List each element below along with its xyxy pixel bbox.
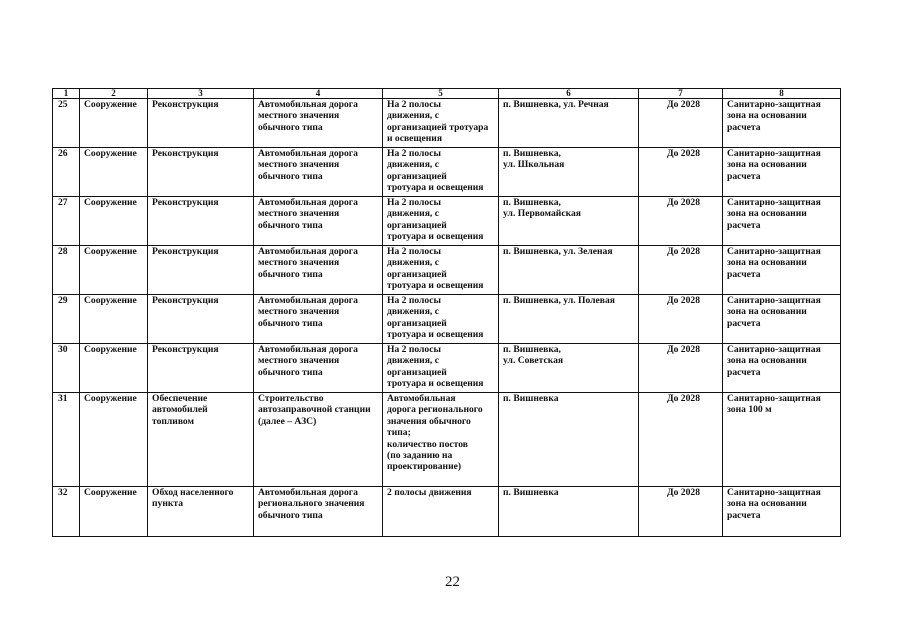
- cell-line: движения, с: [387, 208, 439, 220]
- cell-line: зона на основании: [727, 306, 807, 318]
- cell-line: зона на основании: [727, 498, 807, 510]
- column-header: 6: [499, 89, 639, 99]
- table-row: [53, 197, 841, 246]
- cell-object-name: [254, 246, 383, 295]
- cell-parameters: [383, 344, 499, 393]
- cell-line: Санитарно-защитная: [727, 344, 821, 355]
- cell-line: местного значения: [258, 355, 340, 367]
- table-row: [53, 246, 841, 295]
- cell-line: Автомобильная дорога: [258, 246, 358, 257]
- cell-zone: [723, 295, 841, 344]
- table-row: [53, 148, 841, 197]
- cell-line: автомобилей: [152, 404, 208, 416]
- cell-work-type: [148, 148, 254, 197]
- cell-work-type: [148, 487, 254, 537]
- cell-term: До 2028: [639, 197, 723, 246]
- cell-object-name: [254, 148, 383, 197]
- cell-object-name: [254, 99, 383, 148]
- cell-zone: [723, 487, 841, 537]
- cell-work-type: [148, 344, 254, 393]
- cell-line: п. Вишневка,: [503, 197, 561, 208]
- cell-object-name: [254, 344, 383, 393]
- cell-line: движения, с: [387, 257, 439, 269]
- cell-line: движения, с: [387, 110, 439, 122]
- cell-line: Санитарно-защитная: [727, 487, 821, 498]
- cell-line: расчета: [727, 366, 761, 378]
- cell-line: организацией: [387, 366, 447, 378]
- column-header: 5: [383, 89, 499, 99]
- cell-zone: [723, 246, 841, 295]
- cell-term: До 2028: [639, 99, 723, 148]
- cell-location: [499, 148, 639, 197]
- cell-line: проектирование): [387, 461, 462, 473]
- cell-line: расчета: [727, 170, 761, 182]
- cell-line: зона на основании: [727, 159, 807, 171]
- cell-work-type: [148, 197, 254, 246]
- cell-line: организацией: [387, 219, 447, 231]
- cell-line: Реконструкция: [152, 197, 219, 208]
- cell-location: [499, 295, 639, 344]
- cell-line: (далее – АЗС): [258, 415, 317, 427]
- cell-line: Автомобильная дорога: [258, 99, 358, 110]
- cell-line: зона на основании: [727, 110, 807, 122]
- cell-number: 28: [53, 246, 80, 295]
- cell-line: ул. Первомайская: [503, 208, 581, 220]
- cell-line: Санитарно-защитная: [727, 148, 821, 159]
- cell-location: [499, 344, 639, 393]
- page-number: 22: [445, 574, 460, 590]
- cell-parameters: [383, 393, 499, 487]
- column-header: 7: [639, 89, 723, 99]
- cell-parameters: [383, 487, 499, 537]
- cell-line: (по заданию на: [387, 450, 453, 462]
- cell-line: зона на основании: [727, 208, 807, 220]
- cell-line: Обход населенного: [152, 487, 234, 498]
- cell-line: тротуара и освещения: [387, 329, 484, 341]
- table-row: [53, 99, 841, 148]
- cell-line: Автомобильная дорога: [258, 295, 358, 306]
- cell-line: Автомобильная: [387, 393, 456, 404]
- cell-line: Реконструкция: [152, 246, 219, 257]
- cell-work-type: [148, 99, 254, 148]
- cell-line: Обеспечение: [152, 393, 208, 404]
- cell-line: п. Вишневка: [503, 487, 559, 498]
- cell-zone: [723, 393, 841, 487]
- cell-line: На 2 полосы: [387, 99, 441, 110]
- cell-line: п. Вишневка, ул. Зеленая: [503, 246, 613, 257]
- cell-line: Реконструкция: [152, 148, 219, 159]
- cell-parameters: [383, 99, 499, 148]
- cell-line: ул. Школьная: [503, 159, 565, 171]
- cell-zone: [723, 99, 841, 148]
- cell-line: Санитарно-защитная: [727, 99, 821, 110]
- cell-line: местного значения: [258, 257, 340, 269]
- cell-parameters: [383, 148, 499, 197]
- cell-line: Санитарно-защитная: [727, 197, 821, 208]
- cell-line: зона на основании: [727, 355, 807, 367]
- cell-line: типа;: [387, 427, 411, 439]
- cell-object-type: Сооружение: [80, 197, 148, 246]
- cell-parameters: [383, 295, 499, 344]
- cell-line: организацией: [387, 268, 447, 280]
- cell-object-name: [254, 295, 383, 344]
- cell-line: обычного типа: [258, 366, 323, 378]
- cell-object-type: Сооружение: [80, 148, 148, 197]
- cell-line: тротуара и освещения: [387, 231, 484, 243]
- cell-line: расчета: [727, 509, 761, 521]
- cell-location: [499, 197, 639, 246]
- column-header: 2: [80, 89, 148, 99]
- cell-number: 30: [53, 344, 80, 393]
- cell-line: п. Вишневка,: [503, 344, 561, 355]
- cell-line: обычного типа: [258, 268, 323, 280]
- cell-line: значения обычного: [387, 415, 471, 427]
- cell-line: обычного типа: [258, 121, 323, 133]
- cell-line: движения, с: [387, 159, 439, 171]
- cell-object-name: [254, 393, 383, 487]
- cell-line: тротуара и освещения: [387, 378, 484, 390]
- cell-line: ул. Советская: [503, 355, 564, 367]
- cell-location: [499, 393, 639, 487]
- cell-line: местного значения: [258, 208, 340, 220]
- cell-object-name: [254, 197, 383, 246]
- cell-line: обычного типа: [258, 509, 323, 521]
- column-header: 1: [53, 89, 80, 99]
- cell-work-type: [148, 295, 254, 344]
- cell-line: На 2 полосы: [387, 295, 441, 306]
- column-header: 4: [254, 89, 383, 99]
- cell-line: регионального значения: [258, 498, 365, 510]
- table-row: [53, 393, 841, 487]
- cell-line: Реконструкция: [152, 99, 219, 110]
- cell-line: Санитарно-защитная: [727, 295, 821, 306]
- cell-line: п. Вишневка, ул. Полевая: [503, 295, 615, 306]
- cell-work-type: [148, 246, 254, 295]
- cell-line: тротуара и освещения: [387, 182, 484, 194]
- cell-zone: [723, 148, 841, 197]
- cell-number: 29: [53, 295, 80, 344]
- cell-line: местного значения: [258, 306, 340, 318]
- cell-line: Автомобильная дорога: [258, 344, 358, 355]
- cell-object-type: Сооружение: [80, 295, 148, 344]
- cell-location: [499, 487, 639, 537]
- cell-line: Строительство: [258, 393, 324, 404]
- cell-line: местного значения: [258, 110, 340, 122]
- cell-term: До 2028: [639, 344, 723, 393]
- cell-object-type: Сооружение: [80, 393, 148, 487]
- cell-term: До 2028: [639, 148, 723, 197]
- cell-line: п. Вишневка,: [503, 148, 561, 159]
- cell-line: Санитарно-защитная: [727, 246, 821, 257]
- cell-line: На 2 полосы: [387, 197, 441, 208]
- cell-location: [499, 99, 639, 148]
- cell-line: На 2 полосы: [387, 246, 441, 257]
- cell-line: Санитарно-защитная: [727, 393, 821, 404]
- cell-term: До 2028: [639, 487, 723, 537]
- cell-line: Автомобильная дорога: [258, 487, 358, 498]
- cell-term: До 2028: [639, 393, 723, 487]
- cell-line: движения, с: [387, 355, 439, 367]
- cell-line: автозаправочной станции: [258, 404, 371, 416]
- cell-parameters: [383, 246, 499, 295]
- cell-line: 2 полосы движения: [387, 487, 472, 498]
- cell-parameters: [383, 197, 499, 246]
- cell-line: Автомобильная дорога: [258, 197, 358, 208]
- cell-term: До 2028: [639, 295, 723, 344]
- cell-work-type: [148, 393, 254, 487]
- cell-line: обычного типа: [258, 219, 323, 231]
- cell-object-type: Сооружение: [80, 246, 148, 295]
- cell-line: На 2 полосы: [387, 148, 441, 159]
- cell-line: количество постов: [387, 438, 468, 450]
- table-row: [53, 344, 841, 393]
- cell-line: организацией тротуара: [387, 121, 489, 133]
- cell-line: п. Вишневка: [503, 393, 559, 404]
- cell-line: На 2 полосы: [387, 344, 441, 355]
- cell-line: обычного типа: [258, 317, 323, 329]
- cell-number: 32: [53, 487, 80, 537]
- table-row: [53, 487, 841, 537]
- column-header: 3: [148, 89, 254, 99]
- cell-line: зона на основании: [727, 257, 807, 269]
- data-table: [52, 88, 841, 537]
- cell-object-type: Сооружение: [80, 344, 148, 393]
- cell-object-name: [254, 487, 383, 537]
- table-row: [53, 295, 841, 344]
- cell-object-type: Сооружение: [80, 99, 148, 148]
- cell-line: организацией: [387, 170, 447, 182]
- cell-line: тротуара и освещения: [387, 280, 484, 292]
- table-body: [53, 99, 841, 537]
- cell-line: местного значения: [258, 159, 340, 171]
- cell-number: 27: [53, 197, 80, 246]
- cell-line: расчета: [727, 268, 761, 280]
- cell-line: движения, с: [387, 306, 439, 318]
- cell-line: расчета: [727, 219, 761, 231]
- cell-line: организацией: [387, 317, 447, 329]
- cell-line: Реконструкция: [152, 344, 219, 355]
- cell-location: [499, 246, 639, 295]
- cell-object-type: Сооружение: [80, 487, 148, 537]
- cell-zone: [723, 197, 841, 246]
- cell-number: 31: [53, 393, 80, 487]
- cell-number: 26: [53, 148, 80, 197]
- cell-number: 25: [53, 99, 80, 148]
- cell-line: дорога регионального: [387, 404, 483, 416]
- cell-line: обычного типа: [258, 170, 323, 182]
- cell-line: топливом: [152, 415, 195, 427]
- column-header: 8: [723, 89, 841, 99]
- cell-line: расчета: [727, 317, 761, 329]
- cell-line: расчета: [727, 121, 761, 133]
- cell-zone: [723, 344, 841, 393]
- cell-line: Автомобильная дорога: [258, 148, 358, 159]
- cell-line: п. Вишневка, ул. Речная: [503, 99, 609, 110]
- cell-line: и освещения: [387, 133, 443, 145]
- cell-line: пункта: [152, 498, 184, 510]
- cell-term: До 2028: [639, 246, 723, 295]
- header-row: [53, 89, 841, 99]
- cell-line: зона 100 м: [727, 404, 772, 416]
- cell-line: Реконструкция: [152, 295, 219, 306]
